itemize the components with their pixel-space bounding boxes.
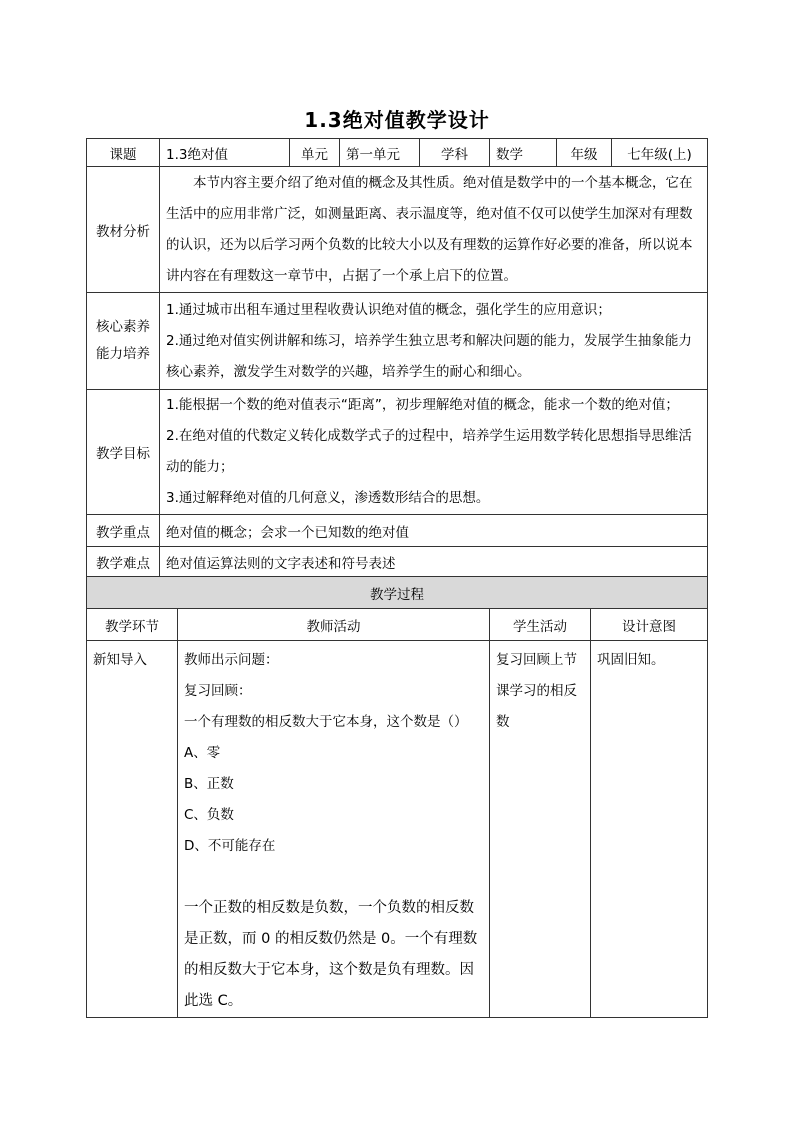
material-label: 教材分析 <box>87 167 160 293</box>
option-a: A、零 <box>184 745 221 761</box>
intent-cell <box>591 641 708 1018</box>
column-teacher: 教师活动 <box>178 609 490 641</box>
core-label: 核心素养能力培养 <box>87 293 160 390</box>
column-student: 学生活动 <box>490 609 591 641</box>
stage-text: 新知导入 <box>93 652 147 668</box>
teacher-line: 一个有理数的相反数大于它本身，这个数是（） <box>184 714 468 730</box>
column-stage: 教学环节 <box>87 609 178 641</box>
difficulty-text: 绝对值运算法则的文字表述和符号表述 <box>160 547 708 578</box>
goals-text <box>160 390 708 515</box>
goal-item: 1.能根据一个数的绝对值表示“距离”，初步理解绝对值的概念，能求一个数的绝对值； <box>166 397 679 413</box>
material-text <box>160 167 708 293</box>
key-point-text: 绝对值的概念；会求一个已知数的绝对值 <box>160 515 708 547</box>
option-b: B、正数 <box>184 776 234 792</box>
unit-label: 单元 <box>290 139 340 167</box>
student-cell <box>490 641 591 1018</box>
page-title: 1.3绝对值教学设计 <box>304 108 490 132</box>
goal-item: 2.在绝对值的代数定义转化成数学式子的过程中，培养学生运用数学转化思想指导思维活动的能力； <box>166 428 692 475</box>
material-row <box>87 167 708 293</box>
core-item: 1.通过城市出租车通过里程收费认识绝对值的概念，强化学生的应用意识； <box>166 301 611 318</box>
process-header-row <box>87 577 708 609</box>
option-d: D、不可能存在 <box>184 838 276 854</box>
spacer <box>184 862 483 893</box>
core-item: 2.通过绝对值实例讲解和练习，培养学生独立思考和解决问题的能力，发展学生抽象能力核心素养，激发学生对数学的兴趣，培养学生的耐心和细心。 <box>166 332 692 380</box>
lesson-value: 1.3绝对值 <box>160 139 290 167</box>
subject-value: 数学 <box>490 139 557 167</box>
goal-item: 3.通过解释绝对值的几何意义，渗透数形结合的思想。 <box>166 490 490 506</box>
goals-label: 教学目标 <box>87 390 160 515</box>
subject-label: 学科 <box>420 139 490 167</box>
core-row <box>87 293 708 390</box>
info-row <box>87 139 708 167</box>
option-c: C、负数 <box>184 807 234 823</box>
teacher-answer: 一个正数的相反数是负数，一个负数的相反数是正数，而 0 的相反数仍然是 0。一个有理数的相反数大于它本身，这个数是负有理数。因此选 C。 <box>184 900 478 1009</box>
difficulty-label: 教学难点 <box>87 547 160 578</box>
process-header: 教学过程 <box>87 577 708 609</box>
goals-row <box>87 390 708 515</box>
grade-value: 七年级(上) <box>612 139 708 167</box>
key-point-row <box>87 515 708 547</box>
lesson-info-table <box>86 138 708 578</box>
key-point-label: 教学重点 <box>87 515 160 547</box>
process-row <box>87 641 708 1018</box>
column-intent: 设计意图 <box>591 609 708 641</box>
difficulty-row <box>87 547 708 578</box>
grade-label: 年级 <box>557 139 612 167</box>
process-table <box>86 576 708 1018</box>
student-text: 复习回顾上节课学习的相反数 <box>496 652 577 730</box>
lesson-label: 课题 <box>87 139 160 167</box>
material-paragraph: 本节内容主要介绍了绝对值的概念及其性质。绝对值是数学中的一个基本概念，它在生活中的应用非常广泛，如测量距离、表示温度等，绝对值不仅可以使学生加深对有理数的认识，还为以后学习两个负数的比较大小以及有理数的运算作好必要的准备，所以说本讲内容在有理数这一章节中，占据了一个承上启下的位置。 <box>166 174 693 284</box>
teacher-line: 复习回顾： <box>184 683 252 699</box>
teacher-cell <box>178 641 490 1018</box>
stage-cell <box>87 641 178 1018</box>
teacher-line: 教师出示问题： <box>184 652 279 668</box>
process-columns-row <box>87 609 708 641</box>
core-text <box>160 293 708 390</box>
intent-text: 巩固旧知。 <box>597 652 665 668</box>
unit-value: 第一单元 <box>340 139 420 167</box>
